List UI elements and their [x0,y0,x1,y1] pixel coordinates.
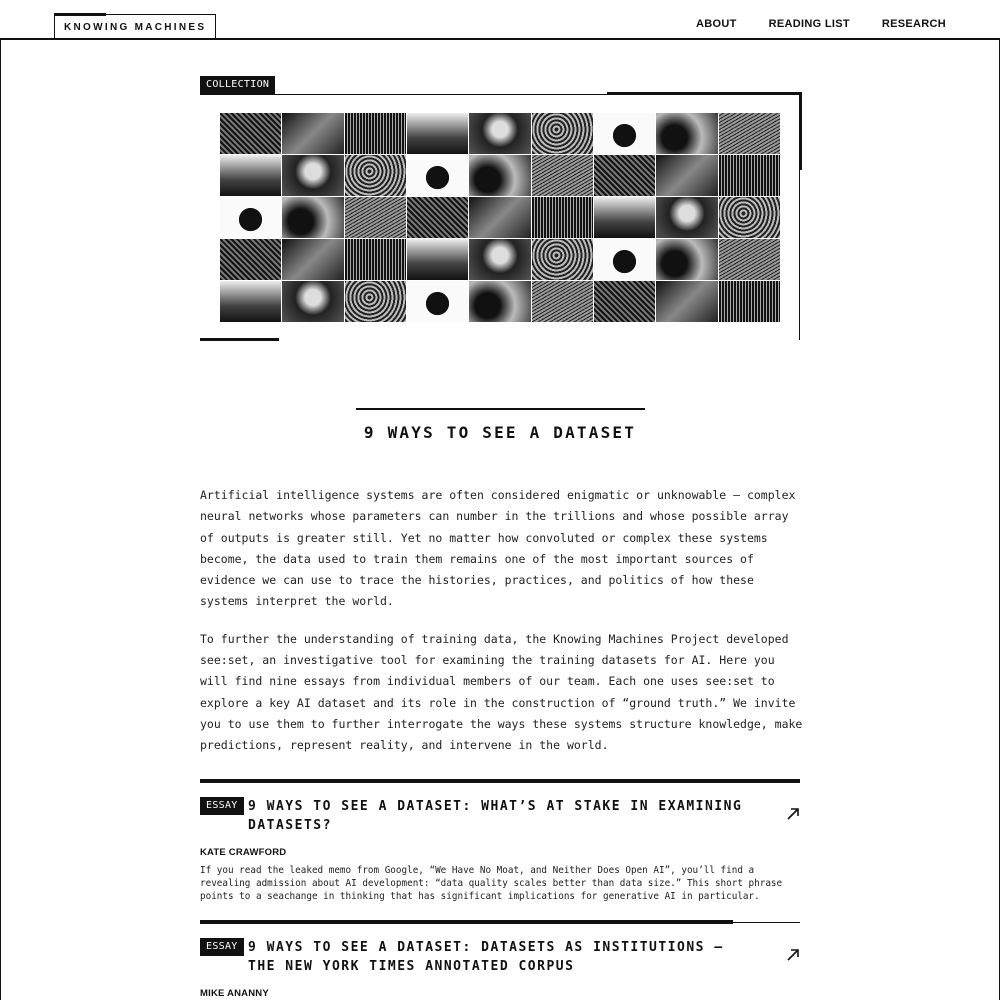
nav-research[interactable]: RESEARCH [881,18,946,30]
nav-reading-list[interactable]: READING LIST [768,18,850,30]
nav-about[interactable]: ABOUT [696,18,737,30]
mosaic-tile [282,239,343,280]
mosaic-tile [656,239,717,280]
mosaic-tile [656,281,717,322]
mosaic-tile [719,113,780,154]
main-nav [696,18,946,30]
site-header [0,0,1000,40]
mosaic-tile [220,155,281,196]
mosaic-tile [469,155,530,196]
site-logo[interactable]: KNOWING MACHINES [54,14,216,40]
mosaic-tile [407,155,468,196]
card-accent-right [799,92,802,170]
mosaic-tile [220,113,281,154]
page-title: 9 WAYS TO SEE A DATASET [363,423,637,442]
arrow-up-right-icon[interactable] [786,807,800,821]
card-accent-top [607,92,802,95]
essay-title[interactable]: 9 WAYS TO SEE A DATASET: DATASETS AS INSTITUTIONS — THE NEW YORK TIMES ANNOTATED CORPUS [248,940,724,974]
essay-badge: ESSAY [200,797,244,815]
mosaic-tile [532,113,593,154]
mosaic-tile [407,113,468,154]
mosaic-tile [469,197,530,238]
mosaic-tile [407,197,468,238]
mosaic-tile [532,239,593,280]
collection-image-mosaic[interactable] [220,113,780,322]
essay-divider-accent [200,779,800,783]
mosaic-tile [719,197,780,238]
mosaic-tile [220,239,281,280]
mosaic-tile [407,239,468,280]
intro-text [200,485,805,757]
mosaic-tile [532,281,593,322]
mosaic-tile [532,197,593,238]
mosaic-tile [719,239,780,280]
mosaic-tile [594,281,655,322]
mosaic-tile [594,155,655,196]
mosaic-tile [345,281,406,322]
mosaic-tile [656,155,717,196]
mosaic-tile [656,197,717,238]
collection-badge: COLLECTION [200,76,275,94]
essay-author: MIKE ANANNY [200,988,269,999]
frame-border-left [0,40,1,1000]
essay-divider-accent [200,920,733,924]
mosaic-tile [282,155,343,196]
mosaic-tile [719,155,780,196]
mosaic-tile [345,155,406,196]
title-rule [356,408,645,410]
mosaic-tile [345,197,406,238]
mosaic-tile [594,113,655,154]
intro-paragraph: To further the understanding of training data, the Knowing Machines Project developed see:set, an investigative tool for examining the training datasets for AI. Here you will find nine essays from individual members of our team. Each one uses see:set to explore a key AI dataset and its role in the construction of “ground truth.” We invite you to use them to further interrogate the ways these systems structure knowledge, make predictions, represent reality, and intervene in the world. [200,631,803,753]
mosaic-tile [282,281,343,322]
essay-author: KATE CRAWFORD [200,847,287,858]
mosaic-tile [469,239,530,280]
essay-excerpt: If you read the leaked memo from Google, “We Have No Moat, and Neither Does Open AI”, you’ll find a revealing admission about AI development: “data quality scales better than data size.” This short phrase points to a seachange in thinking that has significant implications for generative AI in particular. [200,865,783,902]
intro-paragraph: Artificial intelligence systems are often considered enigmatic or unknowable – complex neural networks whose parameters can number in the trillions and whose possible array of outputs is greater still. Yet no matter how convoluted or complex these systems become, the data used to train them remains one of the most important sources of evidence we can use to trace the histories, practices, and politics of how these systems interpret the world. [200,488,796,609]
mosaic-tile [469,281,530,322]
arrow-up-right-icon[interactable] [786,948,800,962]
mosaic-tile [532,155,593,196]
essay-badge: ESSAY [200,938,244,956]
mosaic-tile [407,281,468,322]
mosaic-tile [282,197,343,238]
mosaic-tile [469,113,530,154]
mosaic-tile [345,239,406,280]
mosaic-tile [220,197,281,238]
mosaic-tile [345,113,406,154]
mosaic-tile [719,281,780,322]
card-accent-bottom [200,338,279,341]
mosaic-tile [594,239,655,280]
mosaic-tile [282,113,343,154]
mosaic-tile [594,197,655,238]
mosaic-tile [220,281,281,322]
essay-title[interactable]: 9 WAYS TO SEE A DATASET: WHAT’S AT STAKE IN EXAMINING DATASETS? [248,799,743,833]
mosaic-tile [656,113,717,154]
